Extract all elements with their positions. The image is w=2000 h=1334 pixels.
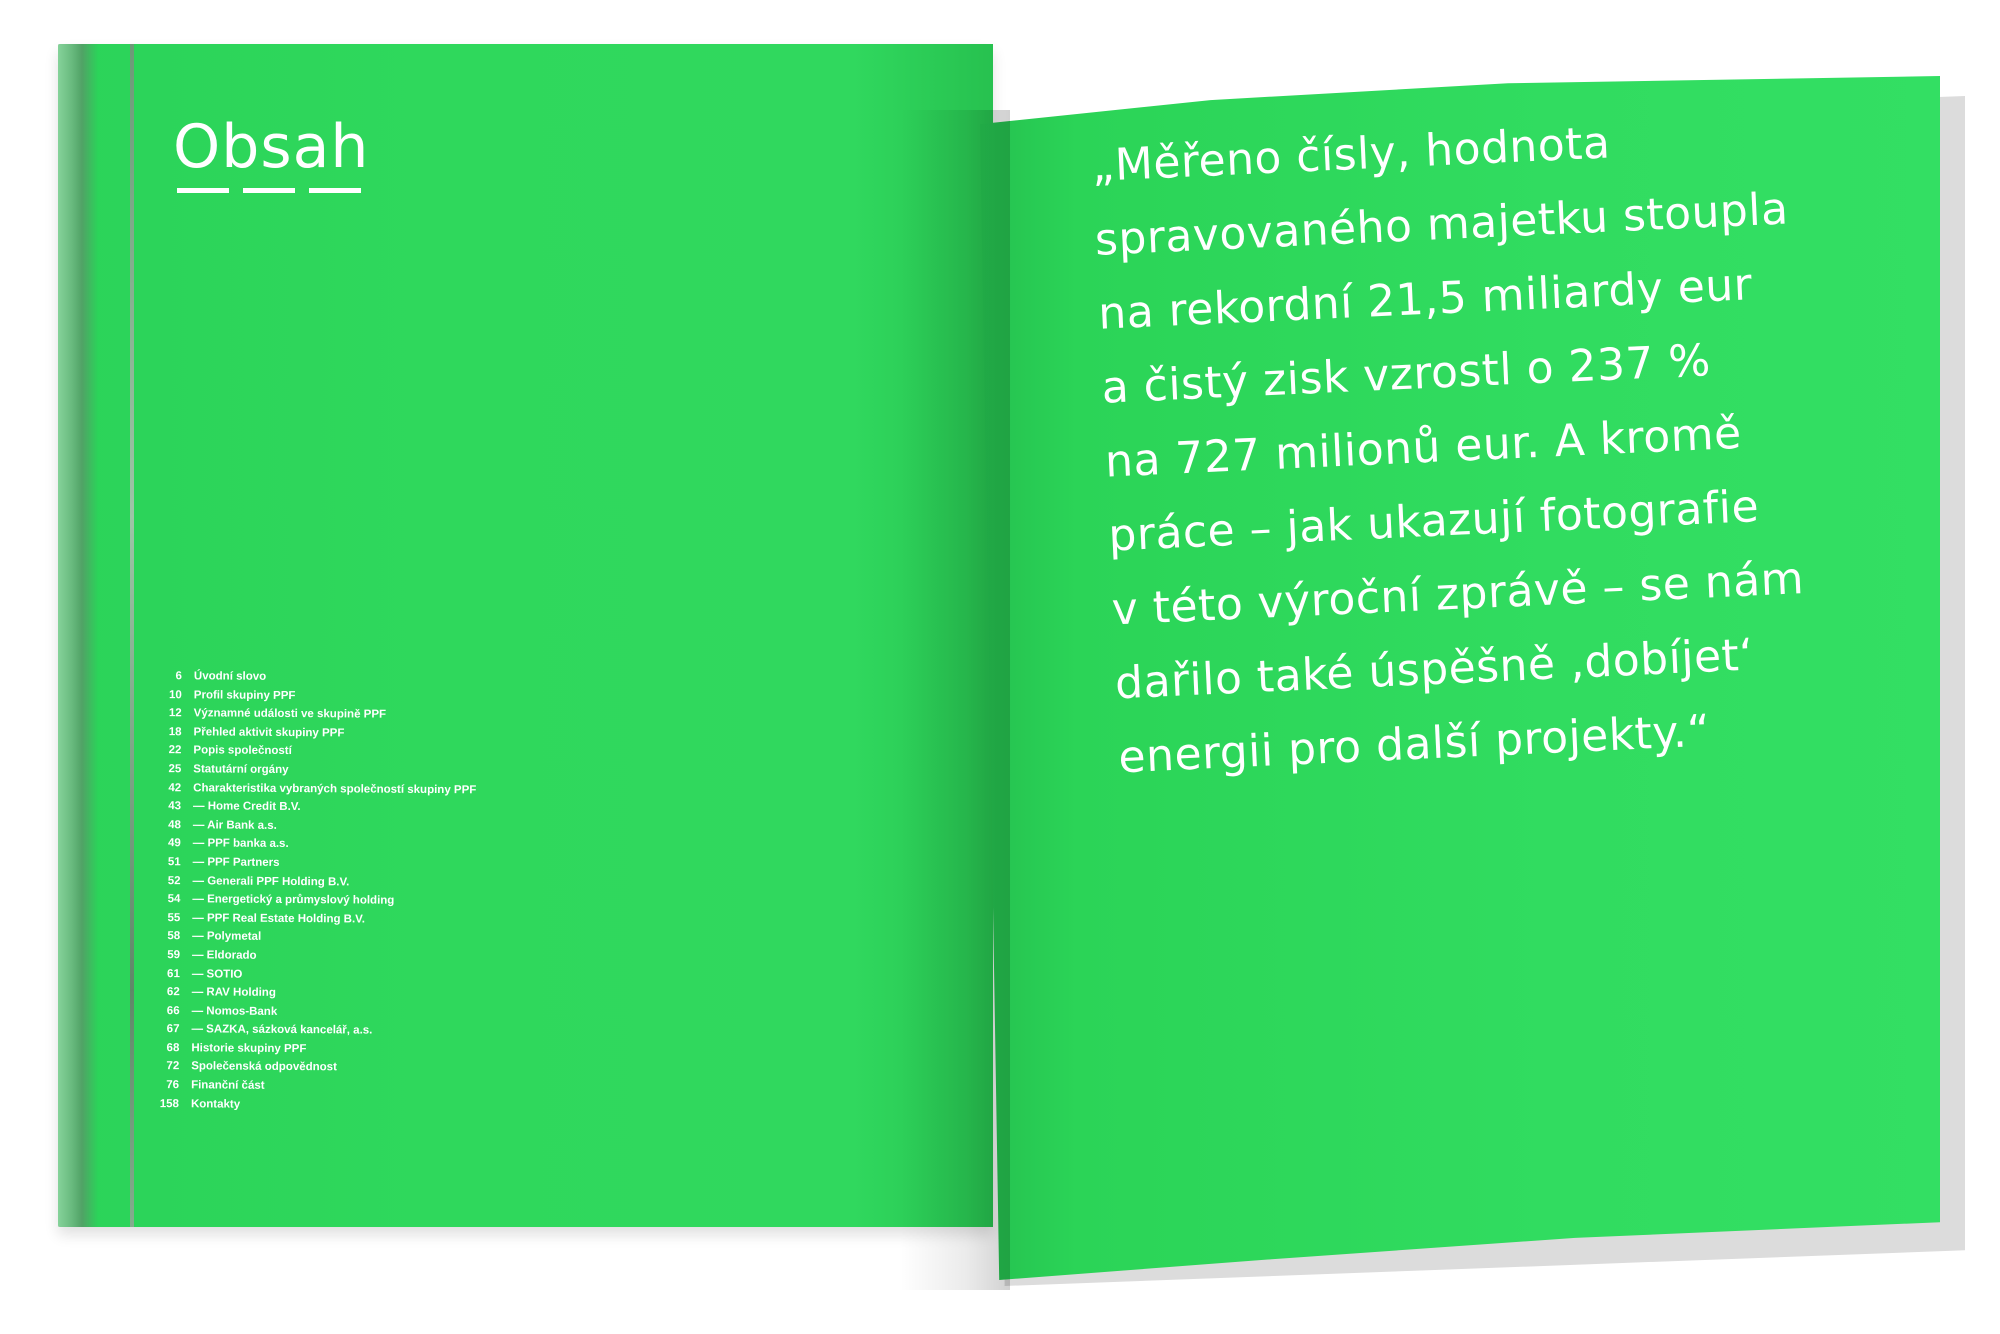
toc-item-label: Historie skupiny PPF [191,1042,307,1055]
toc-item-label: Přehled aktivit skupiny PPF [193,726,345,740]
toc-item-label: — PPF Partners [192,856,280,869]
toc-item-label: — Nomos-Bank [191,1005,278,1018]
toc-title-underline [177,188,365,194]
toc-item-label: — Generali PPF Holding B.V. [192,874,350,888]
toc-item-page: 72 [166,1060,180,1073]
quote-line: „Měřeno čísly, hodnota [1090,117,1612,192]
toc-item-label: Úvodní slovo [193,670,267,683]
toc-item-page: 66 [166,1004,180,1017]
toc-item-page: 62 [166,986,180,999]
toc-item-label: Významné události ve skupině PPF [193,707,387,721]
toc-item-label: Kontakty [190,1097,241,1111]
toc-item-label: Charakteristika vybraných společností skupiny PPF [193,781,477,796]
toc-item [145,1098,625,1120]
toc-item-label: — SAZKA, sázková kancelář, a.s. [191,1023,373,1037]
toc-item-label: Popis společností [193,744,292,758]
quote-line: na rekordní 21,5 miliardy eur [1097,259,1754,340]
toc-item-label: — PPF Real Estate Holding B.V. [192,912,366,926]
toc-item-page: 158 [159,1097,180,1110]
toc-item-page: 61 [167,967,180,980]
toc-title: Obsah [173,112,370,182]
toc-item-label: — SOTIO [191,967,243,981]
toc-item-page: 6 [175,670,182,683]
toc-item-page: 48 [168,818,181,831]
quote-line: a čistý zisk vzrostl o 237 % [1100,335,1712,414]
spine-shadow [900,110,1010,1290]
toc-item-page: 18 [168,725,182,739]
toc-item-label: — PPF banka a.s. [192,837,289,851]
pull-quote [1090,92,1959,795]
toc-item-page: 55 [167,911,181,924]
toc-item-page: 76 [166,1079,180,1092]
toc-item-label: Profil skupiny PPF [193,688,296,702]
toc-list [145,670,628,1120]
toc-item-page: 43 [168,800,182,813]
toc-item-page: 42 [168,781,182,794]
toc-item-label: — Energetický a průmyslový holding [192,893,395,907]
quote-line: v této výroční zprávě – se nám [1110,553,1806,636]
toc-item-page: 22 [168,744,182,757]
quote-line: na 727 milionů eur. A kromě [1103,407,1743,488]
quote-line: energii pro další projekty.“ [1117,705,1712,784]
toc-item-page: 12 [168,707,182,720]
left-page-fold-line [130,44,134,1227]
toc-item-page: 68 [166,1042,180,1055]
toc-item-page: 51 [167,856,181,869]
toc-item-page: 67 [166,1023,180,1036]
toc-item-label: — Air Bank a.s. [192,819,277,832]
quote-line: práce – jak ukazují fotografie [1107,481,1761,562]
toc-item-page: 25 [168,763,182,776]
toc-item-label: — Eldorado [191,949,257,962]
toc-item-page: 52 [167,874,181,887]
toc-item-label: — RAV Holding [191,986,276,999]
toc-item-label: — Polymetal [192,930,262,944]
quote-line: dařilo také úspěšně ‚dobíjet‘ [1113,629,1755,710]
toc-item-label: — Home Credit B.V. [193,800,301,814]
quote-line: spravovaného majetku stoupla [1093,183,1790,266]
toc-item-page: 10 [168,688,182,701]
toc-item-label: Statutární orgány [193,763,289,776]
toc-item-label: Společenská odpovědnost [191,1060,337,1074]
toc-item-page: 58 [167,930,181,943]
toc-item-page: 54 [167,893,181,906]
toc-item-page: 49 [167,837,181,850]
toc-item-page: 59 [167,949,181,962]
left-page-edge [58,44,98,1227]
toc-item-label: Finanční část [191,1079,265,1092]
